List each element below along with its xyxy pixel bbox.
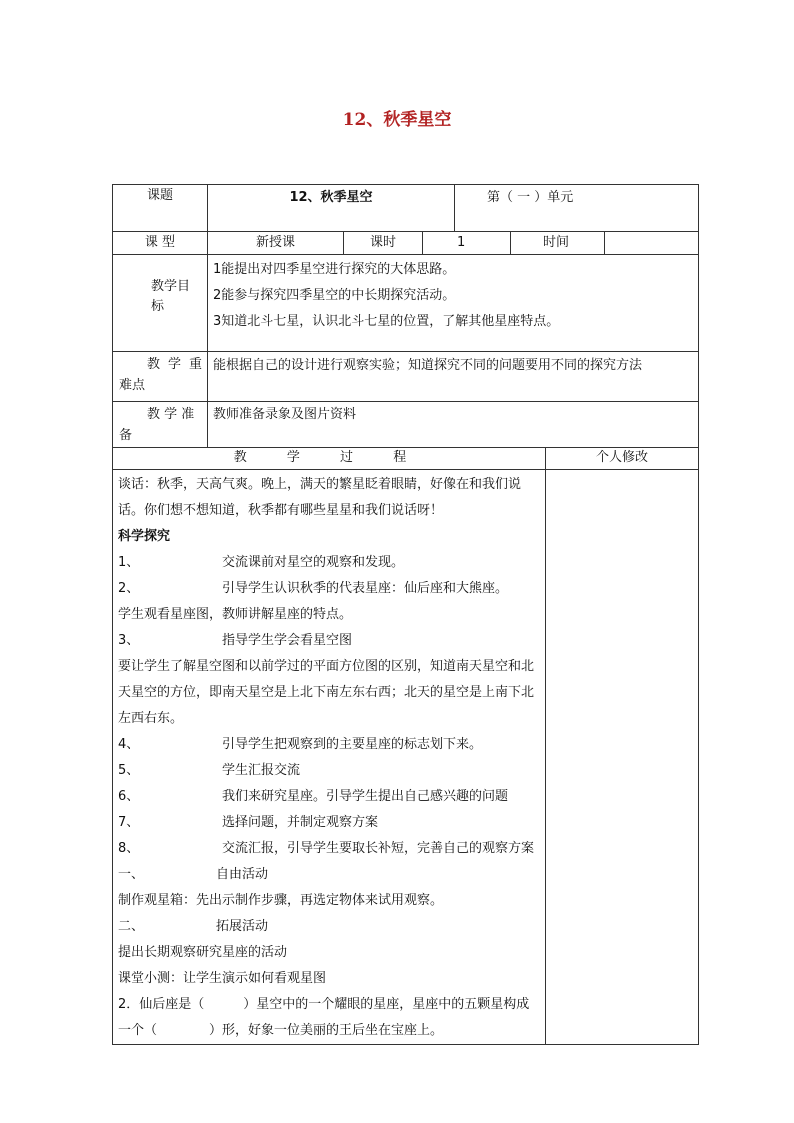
step-note: 学生观看星座图，教师讲解星座的特点。 [118, 607, 353, 622]
goal-item: 3知道北斗七星，认识北斗七星的位置，了解其他星座特点。 [213, 314, 560, 329]
intro-text: 谈话：秋季，天高气爽。晚上，满天的繁星眨着眼睛，好像在和我们说话。你们想不想知道，秋季都有哪些星星和我们说话呀！ [118, 477, 522, 518]
unit-text: 第（ 一 ）单元 [455, 185, 699, 232]
key-points-text: 能根据自己的设计进行观察实验；知道探究不同的问题要用不同的探究方法 [208, 352, 699, 402]
goals-row [113, 255, 699, 352]
key-points-label [113, 352, 208, 402]
type-label: 课 型 [113, 232, 208, 255]
goals-cell [208, 255, 699, 352]
goals-label: 教学目标 [113, 255, 208, 352]
preparation-text: 教师准备录象及图片资料 [208, 402, 699, 448]
process-header-row [113, 448, 699, 470]
process-header [113, 448, 546, 470]
preparation-label-text: 教 学 准 备 [119, 407, 195, 443]
time-label: 时间 [511, 232, 605, 255]
step-item: 1、 交流课前对星空的观察和发现。 [118, 555, 405, 570]
part-item: 一、 自由活动 [118, 867, 269, 882]
topic-value: 12、秋季星空 [208, 185, 455, 232]
goal-item: 2能参与探究四季星空的中长期探究活动。 [213, 288, 456, 303]
step-item: 3、 指导学生学会看星空图 [118, 633, 353, 648]
part-item: 二、 拓展活动 [118, 919, 269, 934]
step-note: 要让学生了解星空图和以前学过的平面方位图的区别，知道南天星空和北天星空的方位，即南天星空是上北下南左东右西；北天的星空是上南下北左西右东。 [118, 659, 535, 726]
part-note: 提出长期观察研究星座的活动 [118, 945, 288, 960]
step-item: 2、 引导学生认识秋季的代表星座：仙后座和大熊座。 [118, 581, 509, 596]
page-title: 12、秋季星空 [342, 110, 452, 130]
process-content [113, 470, 546, 1045]
topic-label: 课题 [113, 185, 208, 232]
step-item: 6、 我们来研究星座。引导学生提出自己感兴趣的问题 [118, 789, 509, 804]
process-row [113, 470, 699, 1045]
step-item: 7、 选择问题，并制定观察方案 [118, 815, 379, 830]
type-row [113, 232, 699, 255]
hours-label: 课时 [344, 232, 423, 255]
quiz-question: 2．仙后座是（ ）星空中的一个耀眼的星座，星座中的五颗星构成一个（ ）形，好象一位美丽的王后坐在宝座上。 [118, 997, 530, 1038]
goal-item: 1能提出对四季星空进行探究的大体思路。 [213, 262, 456, 277]
process-header-text: 教 学 过 程 [233, 450, 425, 465]
preparation-label [113, 402, 208, 448]
lesson-plan-table [112, 184, 699, 1045]
step-item: 4、 引导学生把观察到的主要星座的标志划下来。 [118, 737, 483, 752]
topic-row [113, 185, 699, 232]
hours-value: 1 [423, 232, 511, 255]
key-points-label-text: 教 学 重 难点 [119, 357, 202, 393]
section-title: 科学探究 [118, 529, 171, 544]
personal-notes-cell [546, 470, 699, 1045]
time-value [605, 232, 699, 255]
type-value: 新授课 [208, 232, 344, 255]
personal-header: 个人修改 [546, 448, 699, 470]
key-points-row [113, 352, 699, 402]
preparation-row [113, 402, 699, 448]
step-item: 5、 学生汇报交流 [118, 763, 301, 778]
quiz-title: 课堂小测：让学生演示如何看观星图 [118, 971, 327, 986]
step-item: 8、 交流汇报，引导学生要取长补短，完善自己的观察方案 [118, 841, 535, 856]
part-note: 制作观星箱：先出示制作步骤，再选定物体来试用观察。 [118, 893, 444, 908]
